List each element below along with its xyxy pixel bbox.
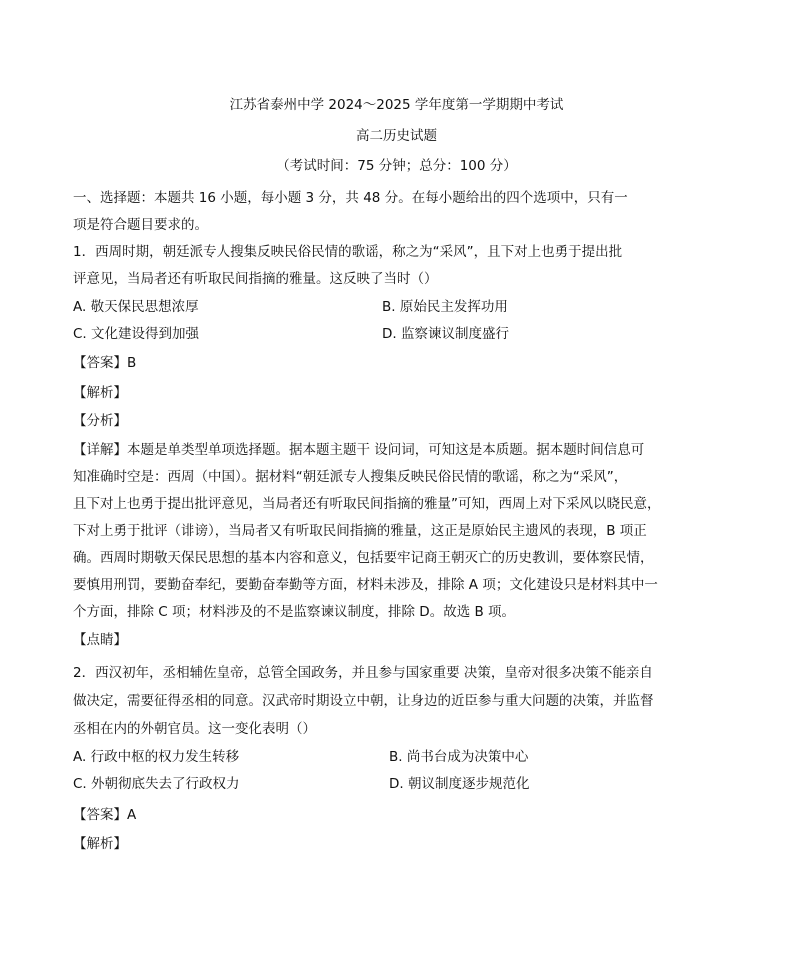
q1-option-c: C. 文化建设得到加强 [73, 326, 200, 342]
q1-option-b: B. 原始民主发挥功用 [382, 299, 508, 315]
q2-stem-line3: 丞相在内的外朝官员。这一变化表明（） [73, 721, 316, 737]
q2-option-b: B. 尚书台成为决策中心 [389, 749, 529, 765]
q1-detail-line3: 且下对上也勇于提出批评意见，当局者还有听取民间指摘的雅量”可知，西周上对下采风以晓民意， [73, 496, 661, 512]
q1-detail-line6: 要慎用刑罚，要勤奋奉纪，要勤奋奉勤等方面，材料未涉及，排除 A 项；文化建设只是材料其中一 [73, 577, 658, 593]
q1-analysis-label: 【解析】 [73, 385, 127, 401]
exam-subtitle: 高二历史试题 [356, 128, 437, 144]
q1-fenxi-label: 【分析】 [73, 413, 127, 429]
q1-stem-line2: 评意见，当局者还有听取民间指摘的雅量。这反映了当时（） [73, 271, 438, 287]
exam-info: （考试时间：75 分钟；总分：100 分） [276, 158, 517, 174]
q1-detail-line4: 下对上勇于批评（诽谤），当局者又有听取民间指摘的雅量，这正是原始民主遗风的表现，B 项正 [73, 523, 647, 539]
q1-dianjing-label: 【点睛】 [73, 632, 127, 648]
q1-option-a: A. 敬天保民思想浓厚 [73, 299, 199, 315]
q1-stem-line1: 1．西周时期，朝廷派专人搜集反映民俗民情的歌谣，称之为“采风”，且下对上也勇于提出批 [73, 244, 623, 260]
section-intro-line1: 一、选择题：本题共 16 小题，每小题 3 分，共 48 分。在每小题给出的四个选项中，只有一 [73, 190, 628, 206]
section-intro-line2: 项是符合题目要求的。 [73, 217, 208, 233]
q2-option-a: A. 行政中枢的权力发生转移 [73, 749, 240, 765]
q1-detail-line7: 个方面，排除 C 项；材料涉及的不是监察谏议制度，排除 D。故选 B 项。 [73, 604, 516, 620]
q1-detail-line2: 知准确时空是：西周（中国）。据材料“朝廷派专人搜集反映民俗民情的歌谣，称之为“采风”， [73, 469, 628, 485]
q2-option-d: D. 朝议制度逐步规范化 [389, 776, 530, 792]
q2-answer: 【答案】A [73, 807, 137, 823]
q1-detail-line5: 确。西周时期敬天保民思想的基本内容和意义，包括要牢记商王朝灭亡的历史教训，要体察民情， [73, 550, 654, 566]
exam-title: 江苏省泰州中学 2024～2025 学年度第一学期期中考试 [229, 97, 564, 113]
q1-answer: 【答案】B [73, 355, 137, 371]
q2-stem-line1: 2．西汉初年，丞相辅佐皇帝，总管全国政务，并且参与国家重要 决策，皇帝对很多决策不能亲自 [73, 665, 653, 681]
q1-option-d: D. 监察谏议制度盛行 [382, 326, 509, 342]
q1-detail-line1: 【详解】本题是单类型单项选择题。据本题主题干 设问词，可知这是本质题。据本题时间信息可 [73, 442, 645, 458]
q2-option-c: C. 外朝彻底失去了行政权力 [73, 776, 240, 792]
q2-stem-line2: 做决定，需要征得丞相的同意。汉武帝时期设立中朝，让身边的近臣参与重大问题的决策，并监督 [73, 693, 654, 709]
q2-analysis-label: 【解析】 [73, 836, 127, 852]
